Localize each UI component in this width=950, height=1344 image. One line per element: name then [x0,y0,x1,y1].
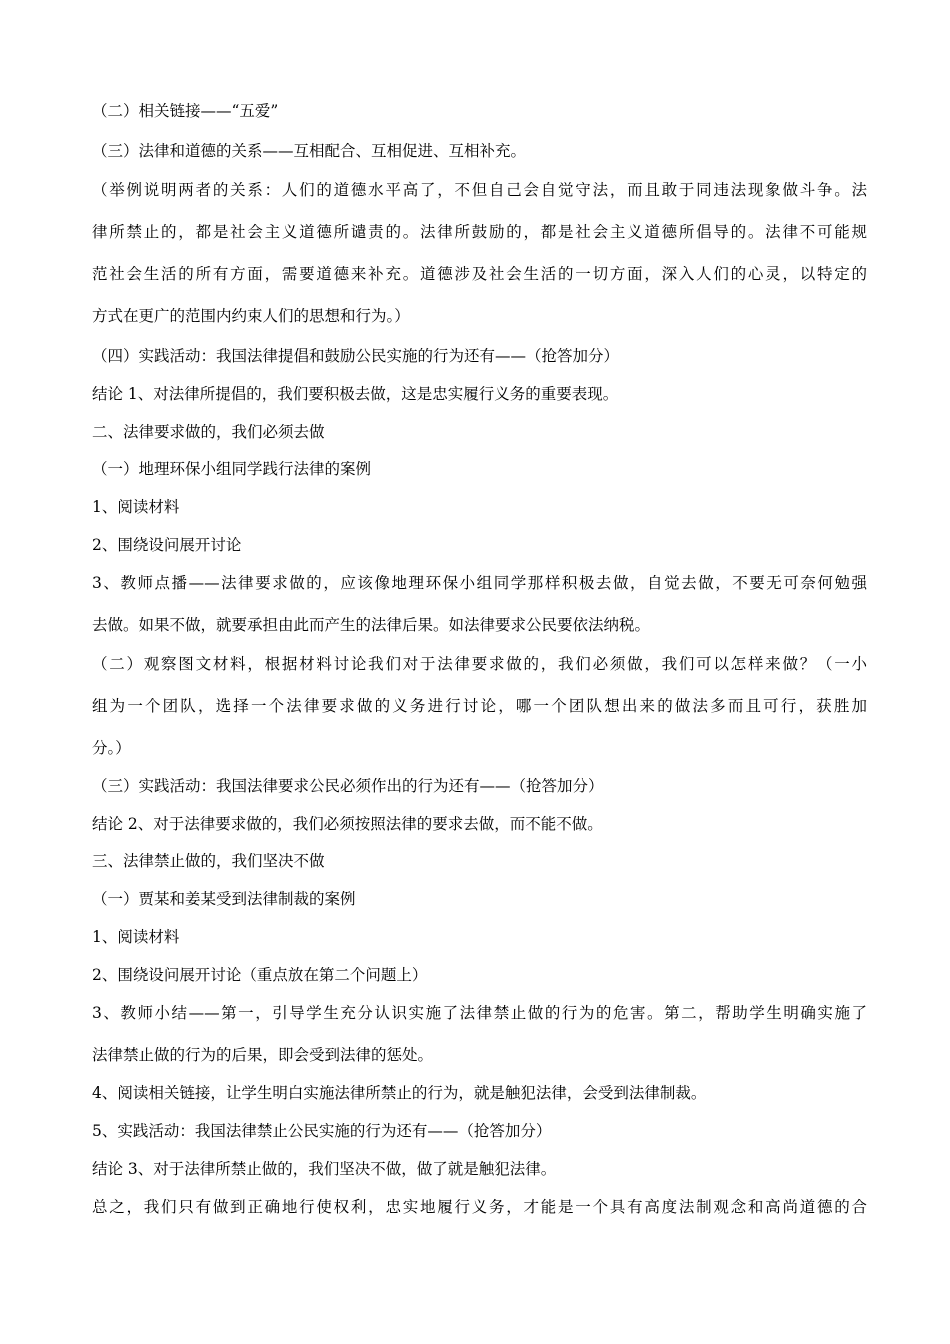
list-item: 2、围绕设问展开讨论（重点放在第二个问题上） [92,966,428,984]
paragraph-line: （举例说明两者的关系：人们的道德水平高了，不但自己会自觉守法，而且敢于同违法现象做斗争。法 [92,181,867,199]
paragraph-line: 范社会生活的所有方面，需要道德来补充。道德涉及社会生活的一切方面，深入人们的心灵，以特定的 [92,265,867,283]
subsection-practice-activity: （四）实践活动：我国法律提倡和鼓励公民实施的行为还有——（抢答加分） [92,347,620,365]
list-item: 1、阅读材料 [92,498,180,516]
paragraph-line: 方式在更广的范围内约束人们的思想和行为。） [92,307,410,325]
paragraph-line: 分。） [92,739,131,757]
conclusion-1: 结论 1、对法律所提倡的，我们要积极去做，这是忠实履行义务的重要表现。 [92,385,619,403]
subsection-related-link: （二）相关链接——“五爱” [92,102,279,120]
list-item: 2、围绕设问展开讨论 [92,536,242,554]
conclusion-3: 结论 3、对于法律所禁止做的，我们坚决不做，做了就是触犯法律。 [92,1160,557,1178]
paragraph-line: 律所禁止的，都是社会主义道德所谴责的。法律所鼓励的，都是社会主义道德所倡导的。法律不可能规 [92,223,867,241]
subsection-law-morality: （三）法律和道德的关系——互相配合、互相促进、互相补充。 [92,142,527,160]
summary-paragraph: 总之，我们只有做到正确地行使权利，忠实地履行义务，才能是一个具有高度法制观念和高尚道德的合 [92,1198,867,1216]
subsection-case: （一）地理环保小组同学践行法律的案例 [92,460,372,478]
list-item: 4、阅读相关链接，让学生明白实施法律所禁止的行为，就是触犯法律，会受到法律制裁。 [92,1084,707,1102]
list-item: 5、实践活动：我国法律禁止公民实施的行为还有——（抢答加分） [92,1122,552,1140]
subsection-case: （一）贾某和姜某受到法律制裁的案例 [92,890,356,908]
paragraph-line: 法律禁止做的行为的后果，即会受到法律的惩处。 [92,1046,434,1064]
subsection-practice-activity: （三）实践活动：我国法律要求公民必须作出的行为还有——（抢答加分） [92,777,604,795]
section-heading-2: 二、法律要求做的，我们必须去做 [92,423,325,441]
conclusion-2: 结论 2、对于法律要求做的，我们必须按照法律的要求去做，而不能不做。 [92,815,603,833]
list-item: 3、教师点播——法律要求做的，应该像地理环保小组同学那样积极去做，自觉去做，不要无可奈何勉强 [92,574,867,592]
paragraph-line: 组为一个团队，选择一个法律要求做的义务进行讨论，哪一个团队想出来的做法多而且可行，获胜加 [92,697,867,715]
subsection-observe: （二）观察图文材料，根据材料讨论我们对于法律要求做的，我们必须做，我们可以怎样来做？（一小 [92,655,867,673]
list-item: 1、阅读材料 [92,928,180,946]
list-item: 3、教师小结——第一，引导学生充分认识实施了法律禁止做的行为的危害。第二，帮助学生明确实施了 [92,1004,867,1022]
section-heading-3: 三、法律禁止做的，我们坚决不做 [92,852,325,870]
paragraph-line: 去做。如果不做，就要承担由此而产生的法律后果。如法律要求公民要依法纳税。 [92,616,651,634]
